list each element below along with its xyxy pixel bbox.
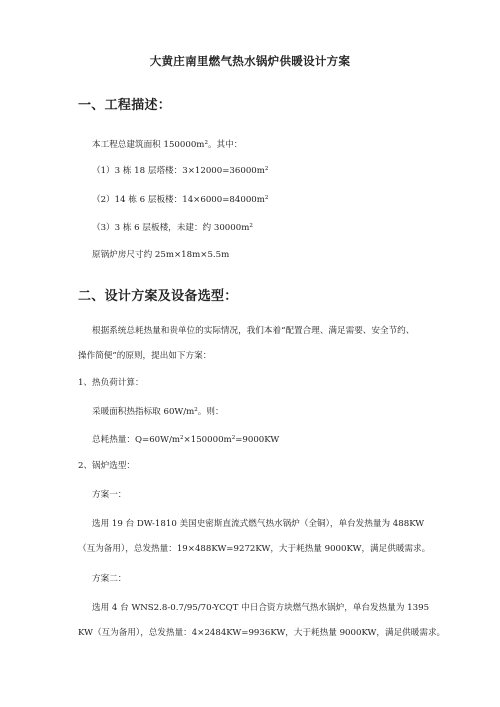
formula-part: ×150000m bbox=[183, 435, 232, 445]
section-heading-project-description: 一、工程描述： bbox=[78, 98, 172, 113]
intro-line-2: 操作简便”的原则，提出如下方案： bbox=[78, 351, 212, 361]
total-area-value: 本工程总建筑面积 150000m bbox=[92, 140, 205, 150]
building-item-2 bbox=[92, 192, 268, 206]
intro-line-1: 根据系统总耗热量和贵单位的实际情况，我们本着“配置合理、满足需要、安全节约、 bbox=[92, 326, 415, 336]
total-heat-formula bbox=[92, 432, 279, 446]
heat-index-suffix: 。则： bbox=[197, 407, 224, 417]
plan-1-line-1: 选用 19 台 DW-1810 美国史密斯直流式燃气热水锅炉（全铜），单台发热量为 488KW bbox=[92, 519, 425, 529]
superscript: 2 bbox=[204, 140, 208, 146]
plan-2-label: 方案二： bbox=[92, 574, 127, 584]
plan-2-line-1: 选用 4 台 WNS2.8-0.7/95/70-YCQT 中日合资方块燃气热水锅炉，单台发热量为 1395 bbox=[92, 603, 430, 613]
superscript: 2 bbox=[249, 223, 253, 229]
heat-index-text bbox=[92, 404, 224, 418]
plan-2-line-2: KW（互为备用），总发热量：4×2484KW=9936KW，大于耗热量 9000KW，满足供暖需求。 bbox=[78, 628, 446, 638]
superscript: 2 bbox=[264, 195, 269, 201]
superscript: 2 bbox=[264, 166, 269, 172]
section-heading-design-plan: 二、设计方案及设备选型： bbox=[78, 289, 238, 304]
building-item-3 bbox=[92, 220, 253, 234]
boiler-room-size: 原锅炉房尺寸约 25m×18m×5.5m bbox=[92, 250, 230, 260]
superscript: 2 bbox=[231, 435, 236, 441]
superscript: 2 bbox=[180, 435, 184, 441]
building-item-3-text: （3）3 栋 6 层板楼，未建：约 30000m bbox=[92, 223, 250, 233]
document-title: 大黄庄南里燃气热水锅炉供暖设计方案 bbox=[149, 54, 351, 68]
formula-part: 总耗热量：Q=60W/m bbox=[92, 435, 181, 445]
total-area-suffix: 。其中： bbox=[207, 140, 243, 150]
plan-1-label: 方案一： bbox=[92, 490, 127, 500]
building-item-2-text: （2）14 栋 6 层板楼：14×6000=84000m bbox=[92, 195, 265, 205]
subheading-heat-load: 1、热负荷计算： bbox=[78, 378, 144, 388]
total-area-text bbox=[92, 137, 242, 151]
plan-1-line-2: （互为备用），总发热量：19×488KW=9272KW，大于耗热量 9000KW，满足供暖需求。 bbox=[78, 544, 431, 554]
superscript: 2 bbox=[194, 407, 198, 413]
heat-index-value: 采暖面积热指标取 60W/m bbox=[92, 407, 195, 417]
building-item-1 bbox=[92, 163, 268, 177]
subheading-boiler-selection: 2、锅炉选型： bbox=[78, 461, 136, 471]
building-item-1-text: （1）3 栋 18 层塔楼：3×12000=36000m bbox=[92, 166, 265, 176]
formula-part: =9000KW bbox=[235, 435, 280, 445]
